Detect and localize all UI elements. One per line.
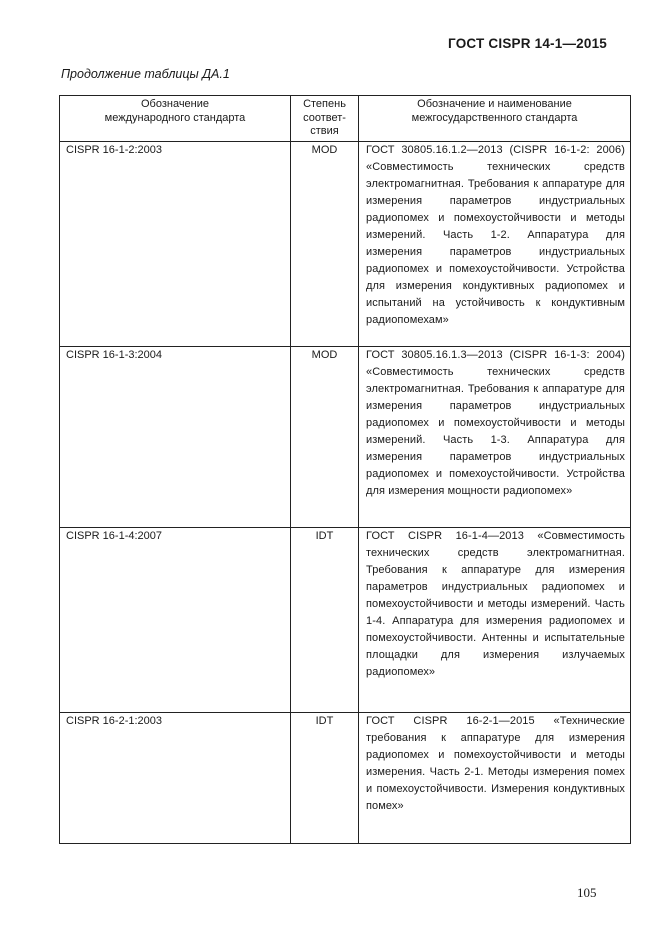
column-header-label: Обозначение и наименование межгосударственного стандарта (411, 98, 578, 124)
column-header-degree-of-correspondence (291, 96, 359, 142)
page-number: 105 (577, 885, 597, 900)
international-standard-cell: CISPR 16-1-3:2004 (60, 346, 291, 527)
degree-cell: IDT (291, 712, 359, 843)
degree-cell: IDT (291, 527, 359, 712)
international-standard-cell: CISPR 16-1-4:2007 (60, 527, 291, 712)
degree-cell: MOD (291, 346, 359, 527)
standards-correspondence-table (59, 95, 631, 844)
table-row (60, 346, 631, 527)
column-header-label: Степень соответ- ствия (303, 98, 346, 137)
table-row (60, 141, 631, 346)
column-header-international-standard (60, 96, 291, 142)
table-row (60, 527, 631, 712)
interstate-standard-cell: ГОСТ 30805.16.1.3—2013 (CISPR 16-1-3: 2004) «Совместимость технических средств электромагнитная. Требования к аппаратуре для измерения параметров индустриальных радиопомех и помехоустойчивости и методы измерений. Часть 1-3. Аппаратура для измерения параметров индустриальных радиопомех и помехоустойчивости. Устройства для измерения мощности радиопомех» (359, 346, 631, 527)
international-standard-cell: CISPR 16-1-2:2003 (60, 141, 291, 346)
interstate-standard-cell: ГОСТ 30805.16.1.2—2013 (CISPR 16-1-2: 2006) «Совместимость технических средств электромагнитная. Требования к аппаратуре для измерения параметров индустриальных радиопомех и помехоустойчивости и методы измерений. Часть 1-2. Аппаратура для измерения параметров индустриальных радиопомех и помехоустойчивости. Устройства для измерения кондуктивных радиопомех и испытаний на устойчивость к кондуктивным радиопомехам» (359, 141, 631, 346)
column-header-label: Обозначение международного стандарта (104, 98, 246, 124)
table-header-row (60, 96, 631, 142)
column-header-interstate-standard (359, 96, 631, 142)
degree-cell: MOD (291, 141, 359, 346)
document-code-header: ГОСТ CISPR 14-1—2015 (448, 36, 607, 51)
interstate-standard-cell: ГОСТ CISPR 16-2-1—2015 «Технические требования к аппаратуре для измерения радиопомех и помехоустойчивости и методы измерения. Часть 2-1. Методы измерения помех и помехоустойчивости. Измерения кондуктивных помех» (359, 712, 631, 843)
international-standard-cell: CISPR 16-2-1:2003 (60, 712, 291, 843)
interstate-standard-cell: ГОСТ CISPR 16-1-4—2013 «Совместимость технических средств электромагнитная. Требования к аппаратуре для измерения параметров индустриальных радиопомех и помехоустойчивости и методы измерений. Часть 1-4. Аппаратура для измерения радиопомех и помехоустойчивости. Антенны и испытательные площадки для измерения излучаемых радиопомех» (359, 527, 631, 712)
table-row (60, 712, 631, 843)
table-continuation-caption: Продолжение таблицы ДА.1 (61, 67, 230, 81)
